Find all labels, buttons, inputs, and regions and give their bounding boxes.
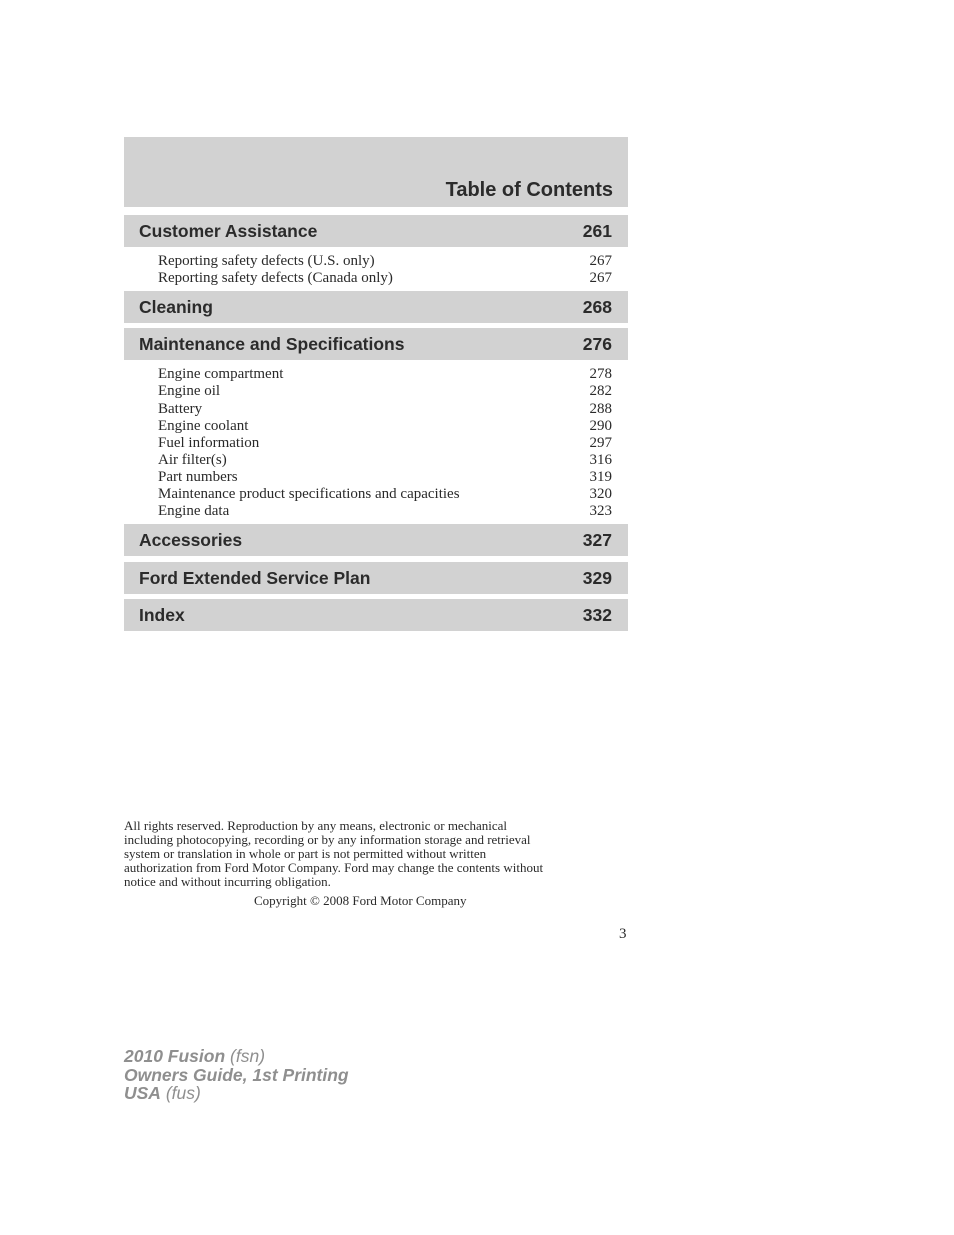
item-page: 297 [589, 435, 612, 451]
footer-line-1 [124, 1047, 349, 1066]
item-page: 319 [589, 469, 612, 485]
footer-line-2: Owners Guide, 1st Printing [124, 1064, 349, 1085]
toc-section-customer-assistance[interactable] [124, 215, 628, 247]
item-page: 282 [589, 383, 612, 399]
section-page: 327 [582, 530, 612, 550]
page-title: Table of Contents [445, 179, 613, 201]
item-title: Engine compartment [158, 366, 284, 382]
section-page: 276 [582, 334, 612, 354]
item-page: 290 [589, 418, 612, 434]
footer-market: USA [124, 1083, 161, 1103]
item-page: 316 [589, 452, 612, 468]
item-title: Battery [158, 401, 203, 417]
footer-model-code: (fsn) [230, 1046, 266, 1066]
item-title: Engine data [158, 503, 230, 519]
legal-line: All rights reserved. Reproduction by any means, electronic or mechanical [124, 818, 508, 833]
footer-print-info [124, 1047, 349, 1103]
copyright-notice: Copyright © 2008 Ford Motor Company [254, 893, 467, 908]
legal-line: including photocopying, recording or by any information storage and retrieval [124, 832, 531, 847]
item-page: 288 [589, 401, 612, 417]
toc-item[interactable] [158, 401, 612, 418]
section-page: 332 [582, 605, 612, 625]
section-title: Maintenance and Specifications [139, 334, 405, 354]
item-title: Maintenance product specifications and capacities [158, 486, 460, 502]
toc-item[interactable] [158, 435, 612, 452]
item-title: Air filter(s) [158, 452, 227, 468]
section-title: Customer Assistance [139, 221, 318, 241]
item-page: 267 [589, 253, 612, 269]
toc-section-extended-service-plan[interactable] [124, 562, 628, 594]
item-page: 278 [589, 366, 612, 382]
page-number: 3 [619, 926, 627, 942]
section-page: 261 [582, 221, 612, 241]
section-title: Index [139, 605, 185, 625]
toc-section-cleaning[interactable] [124, 291, 628, 323]
item-title: Engine coolant [158, 418, 249, 434]
footer-line-3 [124, 1084, 349, 1103]
toc-section-maintenance[interactable] [124, 328, 628, 360]
toc-item[interactable] [158, 270, 612, 287]
item-title: Reporting safety defects (U.S. only) [158, 253, 375, 269]
toc-item[interactable] [158, 503, 612, 520]
legal-line: authorization from Ford Motor Company. Ford may change the contents without [124, 860, 544, 875]
toc-item[interactable] [158, 418, 612, 435]
toc-item[interactable] [158, 366, 612, 383]
item-title: Reporting safety defects (Canada only) [158, 270, 393, 286]
section-page: 268 [582, 297, 612, 317]
item-title: Engine oil [158, 383, 221, 399]
toc-item[interactable] [158, 469, 612, 486]
section-title: Ford Extended Service Plan [139, 568, 371, 588]
toc-item[interactable] [158, 253, 612, 270]
toc-section-index[interactable] [124, 599, 628, 631]
footer-model: 2010 Fusion [124, 1046, 226, 1066]
footer-market-code: (fus) [165, 1083, 201, 1103]
item-page: 323 [589, 503, 612, 519]
legal-line: notice and without incurring obligation. [124, 874, 331, 889]
item-page: 267 [589, 270, 612, 286]
toc-section-accessories[interactable] [124, 524, 628, 556]
legal-line: system or translation in whole or part is not permitted without written [124, 846, 487, 861]
toc-header [124, 137, 628, 207]
legal-notice [124, 819, 629, 889]
item-title: Part numbers [158, 469, 238, 485]
toc-item[interactable] [158, 383, 612, 400]
item-title: Fuel information [158, 435, 260, 451]
section-page: 329 [582, 568, 612, 588]
item-page: 320 [589, 486, 612, 502]
section-title: Accessories [139, 530, 243, 550]
toc-item[interactable] [158, 486, 612, 503]
toc-item[interactable] [158, 452, 612, 469]
section-title: Cleaning [139, 297, 213, 317]
